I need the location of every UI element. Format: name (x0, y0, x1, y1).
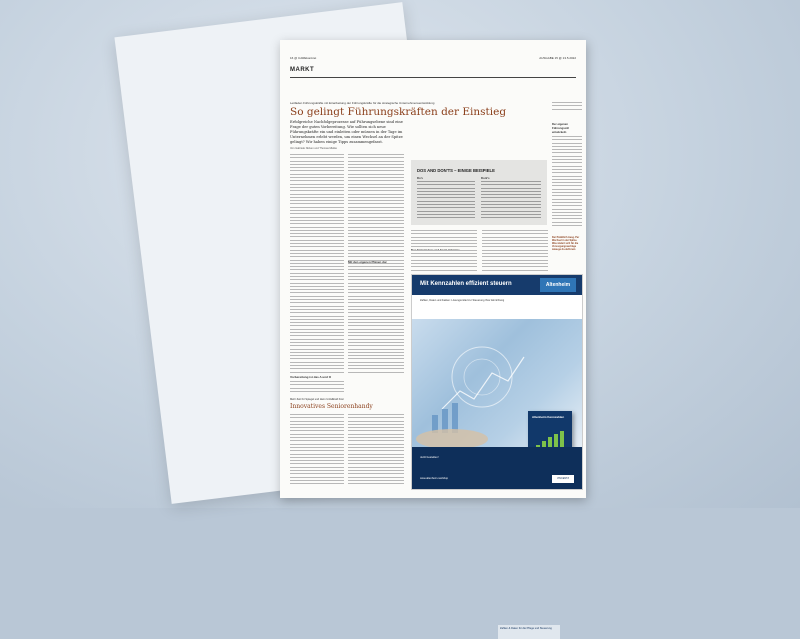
header-left: 16 @ CAREkonkret (290, 56, 317, 60)
divider (290, 77, 576, 78)
ad-cta: Jetzt bestellen! (420, 455, 439, 459)
side-link[interactable]: Der Pünktlich Ausg. Per Wechsel in der Spitze. Was ändert sich für die Vorsorgungsverträge www.ge-hs.de/forum (552, 236, 580, 251)
ad-url[interactable]: www.altenheim.net/shop (420, 477, 449, 480)
publisher-logo (552, 475, 574, 483)
ad-header-bar (412, 275, 582, 295)
box-dont-list (481, 181, 541, 221)
article-lead: Erfolgreiche Nachfolgeprozesse auf Führungsebene sind eine Frage der guten Vorbereitung. Wie sollten sich neue Führungskräfte ein und einleiten oder müssen in der Tage im Unternehmen erlebt werden, um einen Wechsel an der Spitze gelingt? Wir haben einige Tipps zusammengefasst. (290, 120, 403, 144)
article-headline: So gelingt Führungskräften der Einstieg (290, 106, 507, 118)
ad-logo: Altenheim (540, 278, 576, 292)
ad-footer (412, 447, 582, 630)
box-do-heading: Do's (417, 176, 423, 180)
box-dont-heading: Dont's (481, 176, 490, 180)
byline: Von Gabriele Nicken und Thomas Mielke (290, 147, 337, 150)
box-do-list (417, 181, 475, 221)
col-5-text (552, 136, 582, 228)
bottom-title: Innovatives Seniorenhandy (290, 403, 373, 410)
column-1-text-2 (290, 381, 344, 394)
subhead-3: Mit den eigenen Plänen dar (348, 260, 387, 264)
publisher-name: VINCENTZ (557, 477, 569, 480)
ad-book-title: Altenheim Kennzahlen (532, 415, 565, 419)
advertisement[interactable] (411, 274, 583, 630)
side-title: Der eigenen Führungsstil entwickeln (552, 122, 569, 134)
magazine-page (280, 40, 586, 630)
ad-badge: Zahlen & Daten für die Pflege und Steuerung (498, 625, 560, 639)
ad-subtext: Zahlen, Daten und Fakten: Lösungsmittel zur Steuerung Ihrer Einrichtung (420, 299, 505, 302)
bottom-label: Mehr Zeit für Spiegel und dann Unfallkraft ihrer (290, 398, 344, 401)
bottom-col-1 (290, 414, 344, 487)
header-right: AUSGABE 15 @ 13.5.2022 (539, 56, 576, 60)
column-1-text (290, 154, 344, 375)
section-title: MARKT (290, 67, 315, 73)
column-2-text (348, 154, 404, 375)
dos-donts-box (411, 160, 547, 225)
col-5-top (552, 102, 582, 112)
kicker: Leitfaden Führungskräfte mit Einarbeitung der Führungskräfte für die strategische Unternehmensentwicklung (290, 101, 435, 105)
box-title: DOS AND DON'TS – EINIGE BEISPIELE (417, 168, 495, 173)
col-3-text (411, 230, 477, 273)
ad-headline: Mit Kennzahlen effizient steuern (420, 281, 512, 287)
ad-photo (412, 319, 582, 447)
bottom-col-2 (348, 414, 404, 487)
subhead-1: Vorbereitung ist das A und O (290, 375, 332, 379)
col-4-text (482, 230, 548, 273)
